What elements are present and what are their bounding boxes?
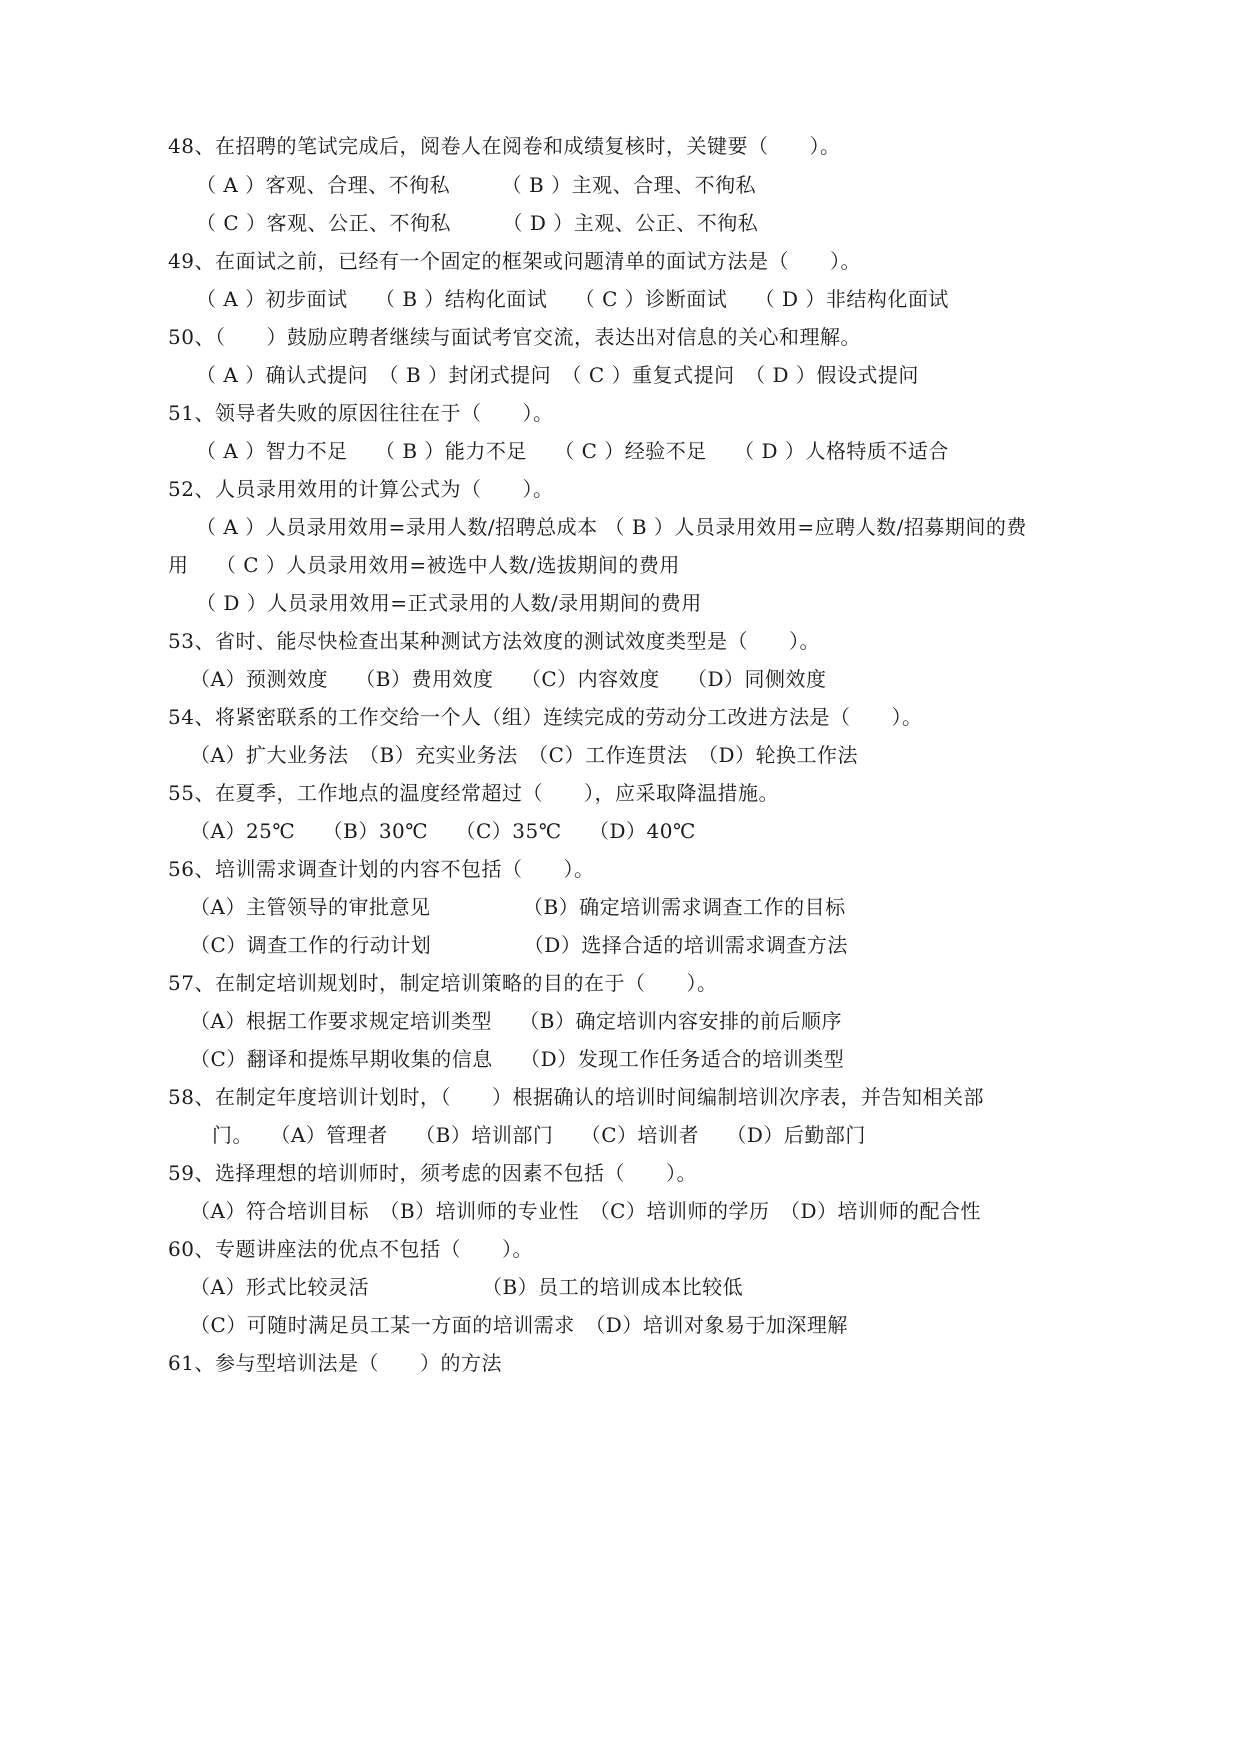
- question-58-options: 门。 （A）管理者 （B）培训部门 （C）培训者 （D）后勤部门: [212, 1123, 866, 1147]
- question-55-options: （A）25℃ （B）30℃ （C）35℃ （D）40℃: [190, 819, 696, 843]
- question-56-options-row-2: （C）调查工作的行动计划 （D）选择合适的培训需求调查方法: [190, 933, 848, 957]
- question-57-options-row-2: （C）翻译和提炼早期收集的信息 （D）发现工作任务适合的培训类型: [190, 1047, 845, 1071]
- question-56-options-row-1: （A）主管领导的审批意见 （B）确定培训需求调查工作的目标: [190, 895, 846, 919]
- question-48-stem: 48、在招聘的笔试完成后，阅卷人在阅卷和成绩复核时，关键要（ ）。: [168, 134, 841, 158]
- question-60-options-row-2: （C）可随时满足员工某一方面的培训需求 （D）培训对象易于加深理解: [190, 1313, 848, 1337]
- question-52-options-row-3: （ D ）人员录用效用=正式录用的人数/录用期间的费用: [196, 591, 702, 615]
- question-51-options: （ A ）智力不足 （ B ）能力不足 （ C ）经验不足 （ D ）人格特质不适合: [196, 439, 949, 463]
- question-53-options: （A）预测效度 （B）费用效度 （C）内容效度 （D）同侧效度: [190, 667, 827, 691]
- question-48-options-row-2: （ C ）客观、公正、不徇私 （ D ）主观、公正、不徇私: [196, 211, 759, 235]
- question-55-stem: 55、在夏季，工作地点的温度经常超过（ ），应采取降温措施。: [168, 781, 779, 805]
- question-50-stem: 50、（ ）鼓励应聘者继续与面试考官交流，表达出对信息的关心和理解。: [168, 325, 861, 349]
- question-59-stem: 59、选择理想的培训师时，须考虑的因素不包括（ ）。: [168, 1161, 697, 1185]
- question-54-stem: 54、将紧密联系的工作交给一个人（组）连续完成的劳动分工改进方法是（ ）。: [168, 705, 923, 729]
- question-53-stem: 53、省时、能尽快检查出某种测试方法效度的测试效度类型是（ ）。: [168, 629, 820, 653]
- question-52-options-row-1: （ A ）人员录用效用=录用人数/招聘总成本 （ B ）人员录用效用=应聘人数/招募期间的费: [196, 515, 1027, 539]
- question-61-stem: 61、参与型培训法是（ ）的方法: [168, 1351, 502, 1375]
- question-52-stem: 52、人员录用效用的计算公式为（ ）。: [168, 477, 554, 501]
- question-58-stem: 58、在制定年度培训计划时，（ ）根据确认的培训时间编制培训次序表，并告知相关部: [168, 1085, 984, 1109]
- question-60-options-row-1: （A）形式比较灵活 （B）员工的培训成本比较低: [190, 1275, 744, 1299]
- question-48-options-row-1: （ A ）客观、合理、不徇私 （ B ）主观、合理、不徇私: [196, 173, 757, 197]
- question-59-options: （A）符合培训目标 （B）培训师的专业性 （C）培训师的学历 （D）培训师的配合性: [190, 1199, 981, 1223]
- question-60-stem: 60、专题讲座法的优点不包括（ ）。: [168, 1237, 533, 1261]
- question-54-options: （A）扩大业务法 （B）充实业务法 （C）工作连贯法 （D）轮换工作法: [190, 743, 858, 767]
- question-52-options-row-2: 用 （ C ）人员录用效用=被选中人数/选拔期间的费用: [168, 553, 680, 577]
- question-51-stem: 51、领导者失败的原因往往在于（ ）。: [168, 401, 554, 425]
- question-50-options: （ A ）确认式提问 （ B ）封闭式提问 （ C ）重复式提问 （ D ）假设式提问: [196, 363, 919, 387]
- question-57-stem: 57、在制定培训规划时，制定培训策略的目的在于（ ）。: [168, 971, 718, 995]
- question-49-stem: 49、在面试之前，已经有一个固定的框架或问题清单的面试方法是（ ）。: [168, 249, 861, 273]
- question-56-stem: 56、培训需求调查计划的内容不包括（ ）。: [168, 857, 595, 881]
- question-49-options: （ A ）初步面试 （ B ）结构化面试 （ C ）诊断面试 （ D ）非结构化面试: [196, 287, 949, 311]
- question-57-options-row-1: （A）根据工作要求规定培训类型 （B）确定培训内容安排的前后顺序: [190, 1009, 842, 1033]
